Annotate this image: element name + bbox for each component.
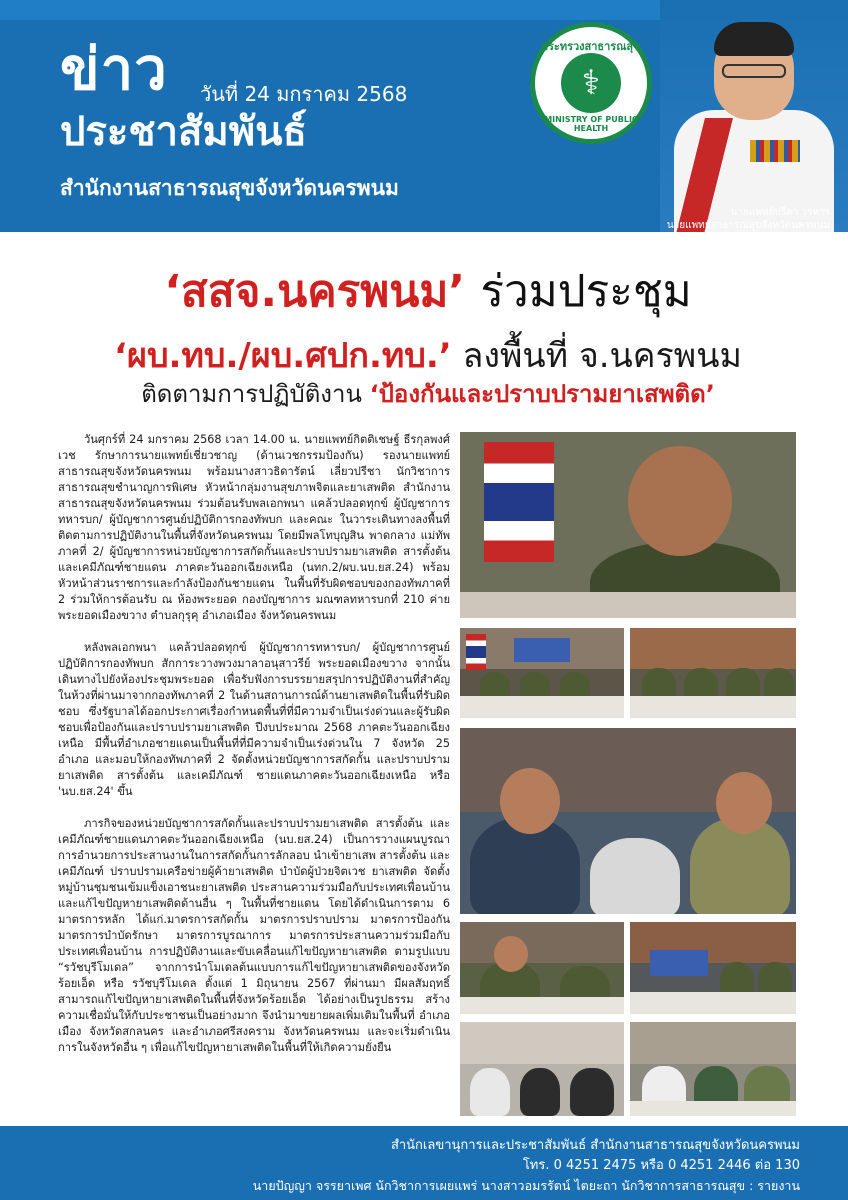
ministry-logo bbox=[530, 22, 652, 144]
headline-line-1-rest: ร่วมประชุม bbox=[480, 266, 692, 317]
photo-table bbox=[460, 592, 796, 618]
footer-phone: โทร. 0 4251 2475 หรือ 0 4251 2446 ต่อ 130 bbox=[522, 1158, 800, 1173]
news-subtitle: ประชาสัมพันธ์ bbox=[60, 109, 307, 155]
portrait-medals bbox=[750, 140, 800, 162]
footer-office: สำนักเลขานุการและประชาสัมพันธ์ สำนักงานสาธารณสุขจังหวัดนครพนม bbox=[390, 1138, 800, 1153]
photo-screen bbox=[514, 638, 570, 662]
portrait-caption bbox=[667, 206, 830, 232]
director-portrait bbox=[660, 0, 848, 232]
photo-thai-flag bbox=[484, 442, 554, 562]
logo-top-text: กระทรวงสาธารณสุข bbox=[541, 40, 641, 53]
news-title: ข่าว bbox=[60, 35, 168, 103]
footer bbox=[0, 1126, 848, 1200]
portrait-hair bbox=[714, 22, 794, 56]
photo-general-closeup bbox=[460, 432, 796, 618]
headline-line-3-rest: ติดตามการปฏิบัติงาน bbox=[141, 380, 362, 408]
header-banner bbox=[0, 0, 848, 232]
news-date: วันที่ 24 มกราคม 2568 bbox=[200, 82, 408, 106]
photo-general-head bbox=[628, 446, 732, 556]
article-paragraph-2: หลังพลเอกพนา แคล้วปลอดทุกข์ ผู้บัญชาการทหารบก/ ผู้บัญชาการศูนย์ปฏิบัติการกองทัพบก สักการะวางพวงมาลาอนุสาวรีย์ พระยอดเมืองขวาง จากนั้นเดินทางไปยังห้องประชุมพระยอด เพื่อรับฟังการบรรยายสรุปการปฏิบัติงานที่สำคัญในห้วงที่ผ่านมาจากกองทัพภาคที่ 2 ในด้านสถานการณ์ด้านยาเสพติดในพื้นที่รับผิดชอบ ซึ่งรัฐบาลได้ออกประกาศเรื่องกำหนดพื้นที่ที่มีความจำเป็นเร่งด่วนและผู้รับผิดชอบเพื่อป้องกันและปราบปรามยาเสพติด ปีงบประมาณ 2568 ภาคตะวันออกเฉียงเหนือ มีพื้นที่อำเภอชายแดนเป็นพื้นที่ที่มีความจำเป็นเร่งด่วนใน 7 จังหวัด 25 อำเภอ และมอบให้กองทัพภาคที่ 2 จัดตั้งหน่วยบัญชาการสกัดกั้น และปราบปรามยาเสพติด สารตั้งต้น และเคมีภัณฑ์ ชายแดนภาคตะวันออกเฉียงเหนือ หรือ 'นบ.ยส.24' ขึ้น bbox=[58, 641, 450, 798]
article-paragraph-1: วันศุกร์ที่ 24 มกราคม 2568 เวลา 14.00 น. นายแพทย์กิตติเชษฐ์ ธีรกุลพงศ์เวช รักษาการนายแพทย์เชี่ยวชาญ (ด้านเวชกรรมป้องกัน) รองนายแพทย์สาธารณสุขจังหวัดนครพนม พร้อมนางสาวธิดารัตน์ เลี่ยวปรีชา นักวิชาการสาธารณสุขชำนาญการพิเศษ หัวหน้ากลุ่มงานสุขภาพจิตและยาเสพติด สำนักงานสาธารณสุขจังหวัดนครพนม ร่วมต้อนรับพลเอกพนา แคล้วปลอดทุกข์ ผู้บัญชาการทหารบก/ ผู้บัญชาการศูนย์ปฏิบัติการกองทัพบก และคณะ ในวาระเดินทางลงพื้นที่ติดตามการปฏิบัติงานในพื้นที่จังหวัดนครพนม โดยมีพลโทบุญสิน พาดกลาง แม่ทัพภาคที่ 2/ ผู้บัญชาการหน่วยบัญชาการสกัดกั้นและปราบปรามยาเสพติด สารตั้งต้น และเคมีภัณฑ์ชายแดน ภาคตะวันออกเฉียงเหนือ (นทก.2/ผบ.นบ.ยส.24) พร้อมหัวหน้าส่วนราชการและกำลังป้องกันชายแดน ในพื้นที่รับผิดชอบของกองทัพภาคที่ 2 ร่วมให้การต้อนรับ ณ ห้องพระยอด กองบัญชาการ มณฑลทหารบกที่ 210 ค่ายพระยอดเมืองขวาง ตำบลกุรุคุ อำเภอเมือง จังหวัดนครพนม bbox=[58, 433, 450, 622]
article-body bbox=[58, 432, 450, 1072]
photo-officers-seated bbox=[460, 728, 796, 914]
photo-meeting-room-4 bbox=[630, 922, 796, 1014]
caduceus-icon: ⚕ bbox=[561, 53, 621, 113]
headline-line-1 bbox=[48, 256, 808, 326]
headline-line-2-red: ‘ผบ.ทบ./ผบ.ศปก.ทบ.’ bbox=[114, 336, 452, 376]
headline-line-3-red: ‘ป้องกันและปราบปรามยาเสพติด’ bbox=[369, 380, 715, 408]
headline-line-3 bbox=[48, 374, 808, 413]
footer-reporters: นายปัญญา จรรยาเพศ นักวิชาการเผยแพร่ นางสาวอมรรัตน์ ไตยะถา นักวิชาการสาธารณสุข : รายงาน bbox=[252, 1178, 800, 1193]
article-paragraph-3: ภารกิจของหน่วยบัญชาการสกัดกั้นและปราบปรามยาเสพติด สารตั้งต้น และเคมีภัณฑ์ชายแดนภาคตะวันออกเฉียงเหนือ (นบ.ยส.24) เป็นการวางแผนบูรณาการอำนวยการประสานงานในการสกัดกั้นการลักลอบ นำเข้ายาเสพ สารตั้งต้น และเคมีภัณฑ์ ปราบปรามเครือข่ายผู้ค้ายาเสพติด บำบัดผู้ป่วยจิตเวช ยาเสพติด จัดตั้งหมู่บ้านชุมชนเข้มแข็งเอาชนะยาเสพติด ประสานความร่วมมือกับประเทศเพื่อนบ้าน และแก้ไขปัญหายาเสพติดด้านอื่น ๆ ในพื้นที่ชายแดน โดยได้ดำเนินการตาม 6 มาตรการหลัก ได้แก่.มาตรการสกัดกั้น มาตรการปราบปราม มาตรการป้องกัน มาตรการบำบัดรักษา มาตรการบูรณาการ มาตรการประสานความร่วมมือกับประเทศเพื่อนบ้าน การปฏิบัติงานและขับเคลื่อนแก้ไขปัญหายาเสพติด ตามรูปแบบ “รวัชบุรีโมเดล” จากการนำโมเดลต้นแบบการแก้ไขปัญหายาเสพติดของจังหวัดร้อยเอ็ด หรือ รวัชบุรีโมเดล ตั้งแต่ 1 มิถุนายน 2567 ที่ผ่านมา มีผลสัมฤทธิ์สามารถแก้ไขปัญหายาเสพติดในพื้นที่จังหวัดร้อยเอ็ด ได้อย่างเป็นรูปธรรม สร้างความเชื่อมั่นให้กับประชาชนเป็นอย่างมาก จึงนำมาขยายผลเพิ่มเติมในพื้นที่ อำเภอเมือง จังหวัดสกลนคร และอำเภอศรีสงคราม จังหวัดนครพนม และจะเริ่มดำเนินการในจังหวัดอื่น ๆ เพื่อแก้ไขปัญหายาเสพติดในพื้นที่ให้เกิดความยั่งยืน bbox=[58, 817, 450, 1054]
portrait-name: นายแพทย์ปรีดา วรหาร bbox=[730, 207, 830, 218]
headline-line-1-red: ‘สสจ.นครพนม’ bbox=[164, 266, 466, 317]
photo-meeting-room-3 bbox=[460, 922, 624, 1014]
photo-meeting-room-2 bbox=[630, 628, 796, 718]
portrait-position: นายแพทย์สาธารณสุขจังหวัดนครพนม bbox=[666, 220, 830, 231]
logo-bottom-text: MINISTRY OF PUBLIC HEALTH bbox=[544, 115, 638, 133]
portrait-glasses bbox=[722, 64, 786, 78]
photo-meeting-room-1 bbox=[460, 628, 624, 718]
photo-officials-table bbox=[630, 1022, 796, 1116]
photo-staff-group bbox=[460, 1022, 624, 1116]
office-name: สำนักงานสาธารณสุขจังหวัดนครพนม bbox=[60, 176, 399, 200]
headline-line-2-rest: ลงพื้นที่ จ.นครพนม bbox=[462, 336, 742, 376]
